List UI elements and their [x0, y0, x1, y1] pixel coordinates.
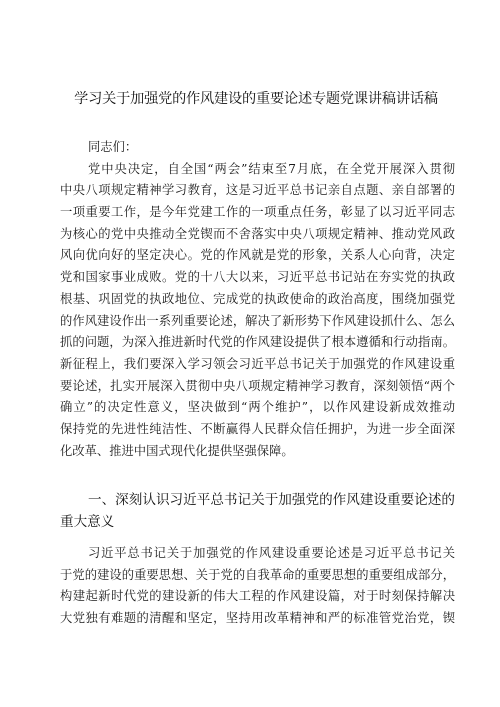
paragraph-line: 新征程上，我们要深入学习领会习近平总书记关于加强党的作风建设重 [60, 356, 455, 371]
section-body [60, 543, 455, 630]
section-heading-line: 一、深刻认识习近平总书记关于加强党的作风建设重要论述的 [88, 492, 456, 508]
section-heading-line: 重大意义 [60, 514, 115, 530]
salutation: 同志们： [88, 140, 138, 154]
paragraph-line: 化改革、推进中国式现代化提供坚强保障。 [60, 443, 294, 458]
paragraph-line: 党和国家事业成败。党的十八大以来，习近平总书记站在夯实党的执政 [60, 270, 455, 285]
paragraph-line: 一项重要工作，是今年党建工作的一项重点任务，彰显了以习近平同志 [60, 205, 455, 220]
paragraph-line: 的作风建设作出一系列重要论述，解决了新形势下作风建设抓什么、怎么 [60, 313, 455, 328]
paragraph-line: 习近平总书记关于加强党的作风建设重要论述是习近平总书记关 [88, 546, 455, 560]
paragraph-line: 保持党的先进性纯洁性、不断赢得人民群众信任拥护，为进一步全面深 [60, 421, 455, 436]
document-title: 学习关于加强党的作风建设的重要论述专题党课讲稿讲话稿 [74, 91, 438, 107]
paragraph-line: 确立”的决定性意义，坚决做到“两个维护”，以作风建设新成效推动 [60, 400, 455, 415]
paragraph-line: 为核心的党中央推动全党锲而不舍落实中央八项规定精神、推动党风政 [60, 226, 455, 241]
paragraph-line: 要论述，扎实开展深入贯彻中央八项规定精神学习教育，深刻领悟“两个 [60, 378, 455, 393]
section-heading [60, 489, 455, 533]
opening-section [60, 137, 455, 462]
paragraph-line: 构建起新时代党的建设新的伟大工程的作风建设篇，对于时刻保持解决 [60, 589, 455, 604]
paragraph-line: 于党的建设的重要思想、关于党的自我革命的重要思想的重要组成部分， [60, 567, 455, 582]
paragraph-line: 抓的问题，为深入推进新时代党的作风建设提供了根本遵循和行动指南。 [60, 335, 455, 350]
paragraph-line: 根基、巩固党的执政地位、完成党的执政使命的政治高度，围绕加强党 [60, 291, 455, 306]
paragraph-line: 中央八项规定精神学习教育，这是习近平总书记亲自点题、亲自部署的 [60, 183, 455, 198]
paragraph-line: 风向优向好的坚定决心。党的作风就是党的形象，关系人心向背，决定 [60, 248, 455, 263]
paragraph-line: 大党独有难题的清醒和坚定，坚持用改革精神和严的标准管党治党，锲 [60, 611, 455, 626]
paragraph-line: 党中央决定，自全国“两会”结束至7月底，在全党开展深入贯彻 [88, 161, 455, 176]
